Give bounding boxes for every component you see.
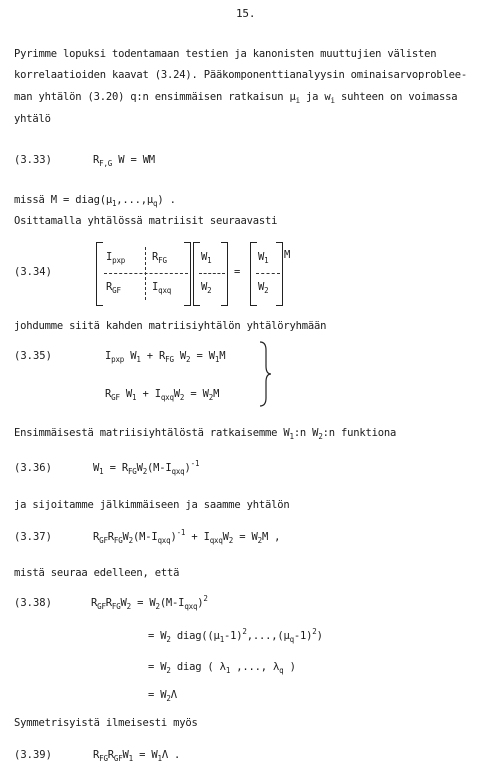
equation-3-37: $R_{GF}R_{FG}W_2(M-I_{qxq})^{-1} + I_{qxq}W_2 = W_2M$ , [93,528,281,545]
partition-text: Osittamalla yhtälössä matriisit seuraavasti [14,215,278,227]
paragraph-line-1: Pyrimme lopuksi todentamaan testien ja kanonisten muuttujien välisten [14,48,437,60]
rhs-entry-w1: $W_1$ [258,251,269,265]
vector-bracket-left [193,242,200,306]
where-line: missä $M = diag(\mu_1,...,\mu_q)$ . [14,194,176,208]
paragraph-line-3: man yhtälön (3.20) q:n ensimmäisen ratkaisun $\mu_i$ ja $w_i$ suhteen on voimassa [14,91,458,105]
substitute-text: ja sijoitamme jälkimmäiseen ja saamme yhtälön [14,499,290,511]
equals-sign: = [234,266,241,278]
equation-label-3-39: (3.39) [14,749,52,761]
rhs-bracket-right [276,242,283,306]
equation-label-3-33: (3.33) [14,154,52,166]
matrix-entry-rgf: $R_{GF}$ [106,281,121,295]
equation-label-3-36: (3.36) [14,462,52,474]
matrix-divider-horizontal [104,273,188,274]
equation-label-3-34: (3.34) [14,266,52,278]
rhs-bracket-left [250,242,257,306]
matrix-entry-iqxq: $I_{qxq}$ [152,281,172,295]
page-number: 15. [236,7,256,20]
system-brace [258,340,272,408]
system-text: johdumme siitä kahden matriisiyhtälön yhtälöryhmään [14,320,327,332]
follows-text: mistä seuraa edelleen, että [14,567,180,579]
vector-bracket-right [221,242,228,306]
matrix-entry-rfg: $R_{FG}$ [152,251,167,265]
rhs-factor-m: M [284,249,291,261]
solve-text: Ensimmäisestä matriisiyhtälöstä ratkaisemme $W_1:n$ $W_2:n$ funktiona [14,427,397,441]
equation-3-33: $R_{F,G}$ W = WM [93,154,155,168]
matrix-bracket-left [96,242,103,306]
matrix-divider-vertical [145,247,146,300]
equation-3-39: $R_{FG}R_{GF}W_1 = W_1\Lambda$ . [93,749,181,763]
matrix-bracket-right [184,242,191,306]
vector-entry-w1: $W_1$ [201,251,212,265]
equation-label-3-38: (3.38) [14,597,52,609]
equation-3-38-line-3: = $W_2$ diag ( $\lambda_1$ ,..., $\lambda_q$ ) [148,661,296,675]
equation-3-38-line-4: = $W_2\Lambda$ [148,689,177,703]
equation-3-35-line-2: $R_{GF}$ $W_1 + I_{qxq}W_2 = W_2M$ [105,388,220,402]
equation-3-35-line-1: $I_{pxp}$ $W_1 + R_{FG}$ $W_2 = W_1M$ [105,350,226,364]
equation-label-3-35: (3.35) [14,350,52,362]
rhs-entry-w2: $W_2$ [258,281,269,295]
vector-entry-w2: $W_2$ [201,281,212,295]
equation-3-36: $W_1 = R_{FG}W_2(M-I_{qxq})^{-1}$ [93,459,200,476]
symmetry-text: Symmetrisyistä ilmeisesti myös [14,717,198,729]
paragraph-line-2: korrelaatioiden kaavat (3.24). Pääkomponenttianalyysin ominaisarvoprobleе- [14,69,467,81]
paragraph-line-4: yhtälö [14,113,51,125]
equation-3-38-line-1: $R_{GF}R_{FG}W_2 = W_2(M-I_{qxq})^2$ [91,594,208,611]
equation-label-3-37: (3.37) [14,531,52,543]
equation-3-38-line-2: = $W_2$ $diag((\mu_1-1)^2,...,(\mu_q-1)^2)$ [148,627,323,644]
matrix-entry-ipxp: $I_{pxp}$ [106,251,126,265]
